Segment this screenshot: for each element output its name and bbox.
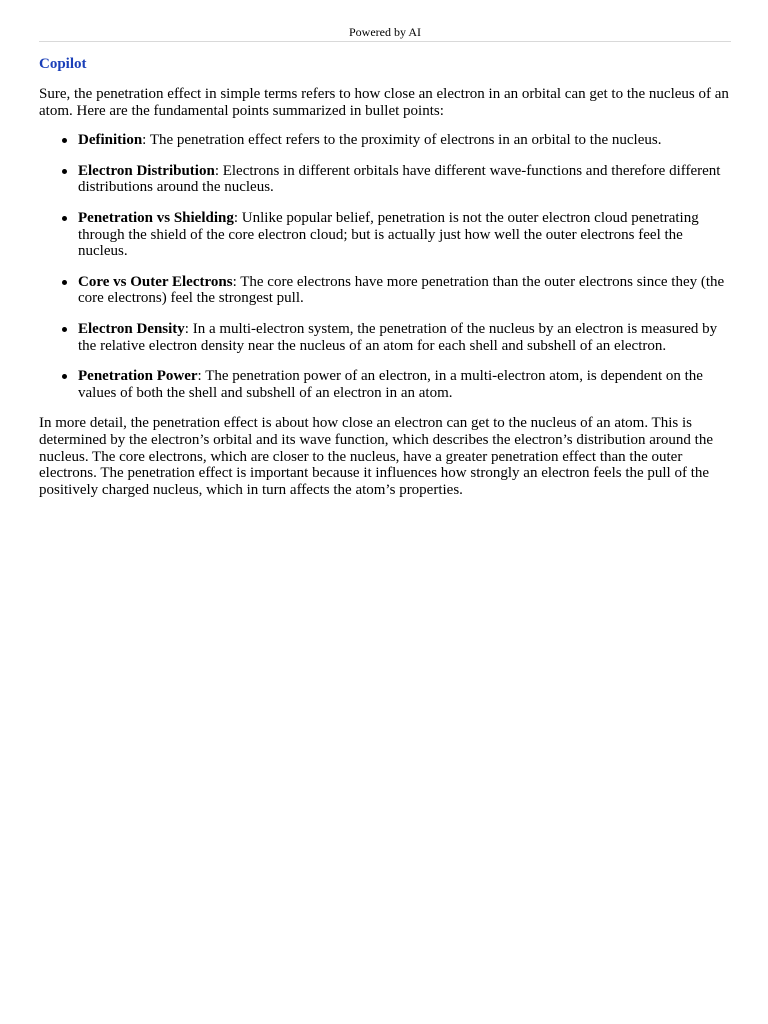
list-item [39,163,731,196]
list-item [39,274,731,307]
bullet-dot-icon [62,374,67,379]
bullet-text: : Electrons in different orbitals have different wave-functions and therefore different distributions around the nucleus. [78,162,721,196]
intro-paragraph: Sure, the penetration effect in simple terms refers to how close an electron in an orbital can get to the nucleus of an atom. Here are the fundamental points summarized in bullet points: [39,86,729,119]
list-item [39,210,731,260]
list-item [39,132,731,149]
bullet-dot-icon [62,327,67,332]
bullet-text: : The penetration effect refers to the proximity of electrons in an orbital to the nucleus. [142,132,662,149]
bullet-text: : Unlike popular belief, penetration is not the outer electron cloud penetrating through the shield of the core electron cloud; but is actually just how well the outer electrons feel the nucleus. [78,209,699,260]
bullet-dot-icon [62,216,67,221]
bullet-term: Definition [78,132,143,149]
powered-by-header: Powered by AI [39,0,731,42]
list-item [39,321,731,354]
bullet-term: Electron Density [78,320,185,337]
bullet-text: : The penetration power of an electron, in a multi-electron atom, is dependent on the values of both the shell and subshell of an electron in an atom. [78,368,703,401]
bullet-text: : In a multi-electron system, the penetration of the nucleus by an electron is measured by the relative electron density near the nucleus of an atom for each shell and subshell of an electron. [78,320,718,354]
bullet-term: Core vs Outer Electrons [78,273,233,290]
bullet-list [39,132,731,401]
bullet-dot-icon [62,280,67,285]
bullet-dot-icon [62,138,67,143]
bullet-dot-icon [62,169,67,174]
assistant-name: Copilot [39,56,87,72]
bullet-text: : The core electrons have more penetration than the outer electrons since they (the core electrons) feel the strongest pull. [78,273,725,307]
document-page [39,0,731,498]
bullet-term: Penetration vs Shielding [78,209,234,226]
bullet-term: Electron Distribution [78,162,215,179]
bullet-term: Penetration Power [78,368,198,385]
list-item [39,368,731,401]
detail-paragraph: In more detail, the penetration effect is about how close an electron can get to the nucleus of an atom. This is determined by the electron’s orbital and its wave function, which describes the electron’s distribution around the nucleus. The core electrons, which are closer to the nucleus, have a greater penetration effect than the outer electrons. The penetration effect is important because it influences how strongly an electron feels the pull of the positively charged nucleus, which in turn affects the atom’s properties. [39,415,713,498]
